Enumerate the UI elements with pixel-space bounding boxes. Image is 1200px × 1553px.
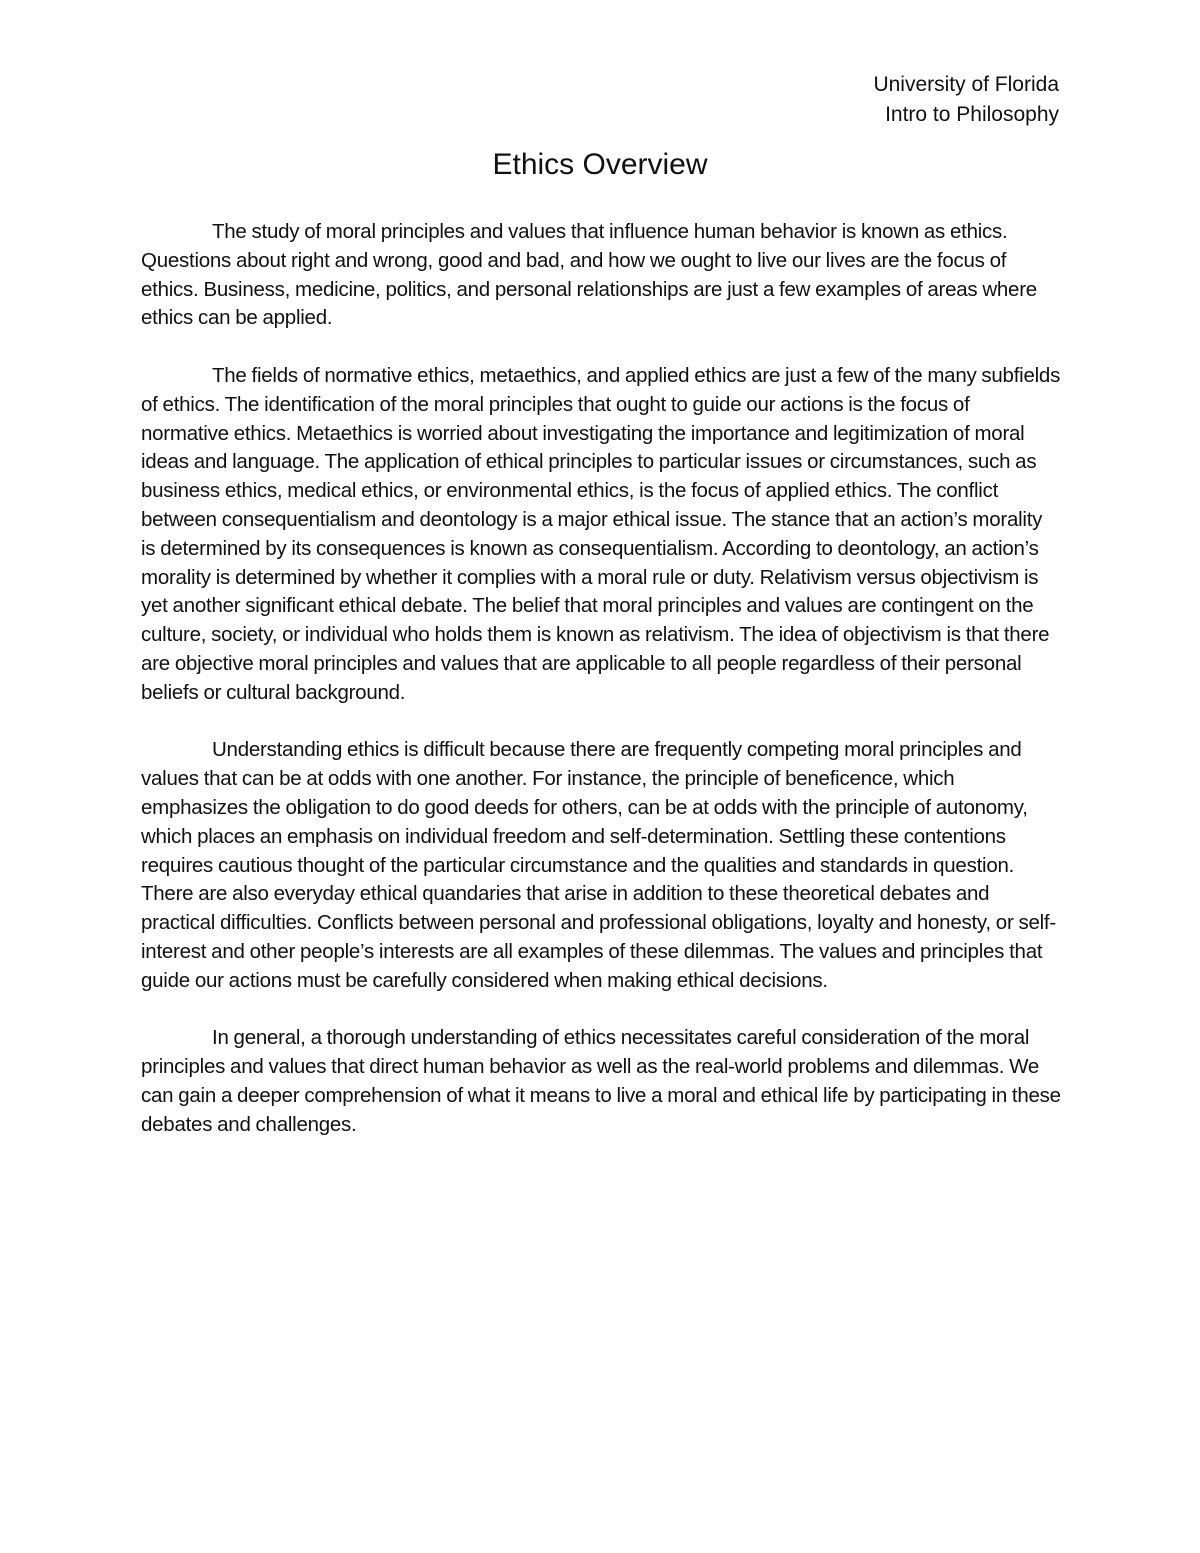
institution-name: University of Florida xyxy=(873,73,1059,96)
paragraph-4: In general, a thorough understanding of ethics necessitates careful consideration of the moral principles and values that direct human behavior as well as the real-world problems and dilemmas. We can gain a deeper comprehension of what it means to live a moral and ethical life by participating in these debates and challenges. xyxy=(141,1026,1061,1136)
document-body xyxy=(141,218,1061,1168)
paragraph-2: The fields of normative ethics, metaethics, and applied ethics are just a few of the many subfields of ethics. The identification of the moral principles that ought to guide our actions is the focus of normative ethics. Metaethics is worried about investigating the importance and legitimization of moral ideas and language. The application of ethical principles to particular issues or circumstances, such as business ethics, medical ethics, or environmental ethics, is the focus of applied ethics. The conflict between consequentialism and deontology is a major ethical issue. The stance that an action’s morality is determined by its consequences is known as consequentialism. According to deontology, an action’s morality is determined by whether it complies with a moral rule or duty. Relativism versus objectivism is yet another significant ethical debate. The belief that moral principles and values are contingent on the culture, society, or individual who holds them is known as relativism. The idea of objectivism is that there are objective moral principles and values that are applicable to all people regardless of their personal beliefs or cultural background. xyxy=(141,363,1061,704)
paragraph-1: The study of moral principles and values that influence human behavior is known as ethics. Questions about right and wrong, good and bad, and how we ought to live our lives are the focus of ethics. Business, medicine, politics, and personal relationships are just a few examples of areas where ethics can be applied. xyxy=(141,220,1037,330)
paragraph-3: Understanding ethics is difficult because there are frequently competing moral principles and values that can be at odds with one another. For instance, the principle of beneficence, which emphasizes the obligation to do good deeds for others, can be at odds with the principle of autonomy, which places an emphasis on individual freedom and self-determination. Settling these contentions requires cautious thought of the particular circumstance and the qualities and standards in question. There are also everyday ethical quandaries that arise in addition to these theoretical debates and practical difficulties. Conflicts between personal and professional obligations, loyalty and honesty, or self-interest and other people’s interests are all examples of these dilemmas. The values and principles that guide our actions must be carefully considered when making ethical decisions. xyxy=(141,738,1056,992)
header-block xyxy=(873,70,1059,130)
course-name: Intro to Philosophy xyxy=(885,103,1059,126)
document-title: Ethics Overview xyxy=(492,148,708,181)
